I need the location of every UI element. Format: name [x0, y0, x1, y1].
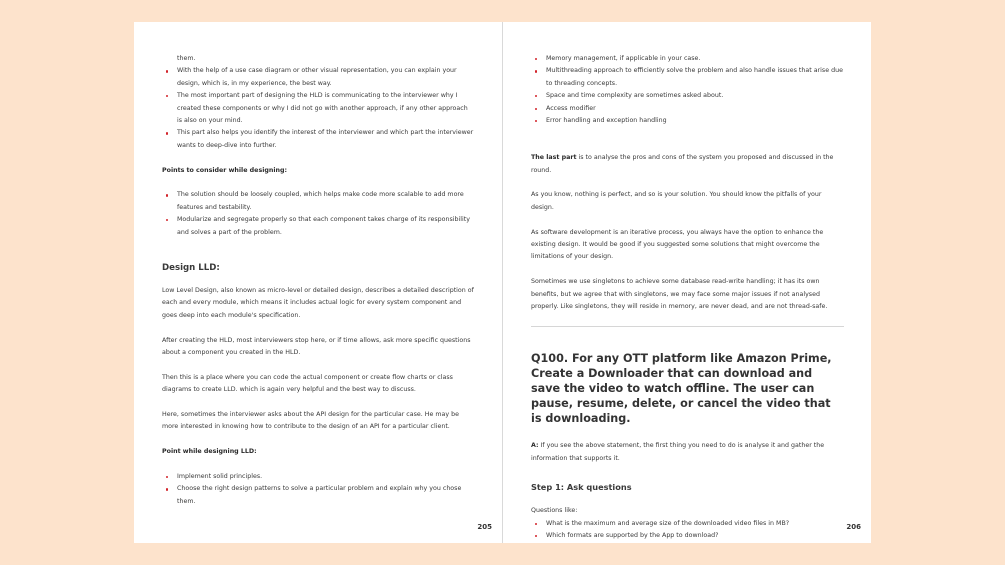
section-heading: Design LLD: — [162, 263, 220, 274]
paragraph: Low Level Design, also known as micro-level or detailed design, describes a detailed description of each and every module, which means it includes actual logic for every system component and goes deep into each module's specification. — [162, 287, 474, 319]
list-item: This part also helps you identify the interest of the interviewer and which part the interviewer wants to deep-dive into further. — [162, 127, 474, 152]
question-heading: Q100. For any OTT platform like Amazon Prime, Create a Downloader that can download and save the video to watch offline. The user can pause, resume, delete, or cancel the video that is downloading. — [531, 352, 832, 426]
paragraph — [531, 152, 844, 177]
right-page — [503, 22, 871, 543]
lld-topics-list — [531, 53, 844, 127]
last-part-label: The last part — [531, 154, 577, 162]
questions-like-label: Questions like: — [531, 507, 578, 515]
point-heading: Point while designing LLD: — [162, 448, 257, 456]
list-item: With the help of a use case diagram or other visual representation, you can explain your design, which is, in my experience, the best way. — [162, 65, 474, 90]
paragraph: As software development is an iterative process, you always have the option to enhance the existing design. It would be good if you suggested some solutions that might overcome the limitations of your design. — [531, 228, 824, 261]
left-page — [134, 22, 502, 543]
last-part-text: is to analyse the pros and cons of the system you proposed and discussed in the round. — [531, 154, 834, 174]
divider — [531, 326, 844, 327]
answer-paragraph — [531, 440, 844, 465]
page-number: 206 — [846, 523, 861, 531]
list-item: Implement solid principles. — [162, 471, 474, 483]
list-item: The most important part of designing the HLD is communicating to the interviewer why I created these components or why I did not go with another approach, if any other approach is also on your mind. — [162, 90, 474, 127]
list-item: What is the maximum and average size of the downloaded video files in MB? — [531, 518, 844, 530]
list-item: Space and time complexity are sometimes asked about. — [531, 90, 844, 102]
answer-label: A: — [531, 442, 539, 450]
paragraph: After creating the HLD, most interviewers stop here, or if time allows, ask more specific questions about a component you created in the HLD. — [162, 336, 471, 357]
list-item: Choose the right design patterns to solve a particular problem and explain why you chose them. — [162, 483, 474, 508]
hld-bullet-list — [162, 65, 474, 152]
points-bullet-list — [162, 189, 474, 239]
paragraph: Then this is a place where you can code the actual component or create flow charts or class diagrams to create LLD. which is again very helpful and the best way to discuss. — [162, 373, 453, 394]
lld-bullet-list — [162, 471, 474, 508]
list-item: Which formats are supported by the App to download? — [531, 530, 844, 542]
list-item: Error handling and exception handling — [531, 115, 844, 127]
paragraph: As you know, nothing is perfect, and so is your solution. You should know the pitfalls of your design. — [531, 191, 822, 211]
paragraph: Sometimes we use singletons to achieve some database read-write handling; it has its own benefits, but we agree that with singletons, we may face some major issues if not analysed properly. Like singletons, they will reside in memory, are never dead, and are not thread-safe. — [531, 278, 828, 311]
page-number: 205 — [477, 523, 492, 531]
answer-text: If you see the above statement, the first thing you need to do is analyse it and gather the information that supports it. — [531, 442, 825, 462]
list-item: Memory management, if applicable in your case. — [531, 53, 844, 65]
list-item: Modularize and segregate properly so that each component takes charge of its responsibility and solves a part of the problem. — [162, 214, 474, 239]
list-item: Access modifier — [531, 103, 844, 115]
paragraph: Here, sometimes the interviewer asks about the API design for the particular case. He may be more interested in knowing how to contribute to the design of an API for a particular client. — [162, 411, 459, 431]
step-heading: Step 1: Ask questions — [531, 482, 632, 493]
continuation-text: them. — [177, 55, 196, 62]
list-item: Multithreading approach to efficiently solve the problem and also handle issues that arise due to threading concepts. — [531, 65, 844, 90]
list-item: The solution should be loosely coupled, which helps make code more scalable to add more features and testability. — [162, 189, 474, 214]
questions-bullet-list — [531, 518, 844, 543]
points-heading: Points to consider while designing: — [162, 166, 288, 174]
